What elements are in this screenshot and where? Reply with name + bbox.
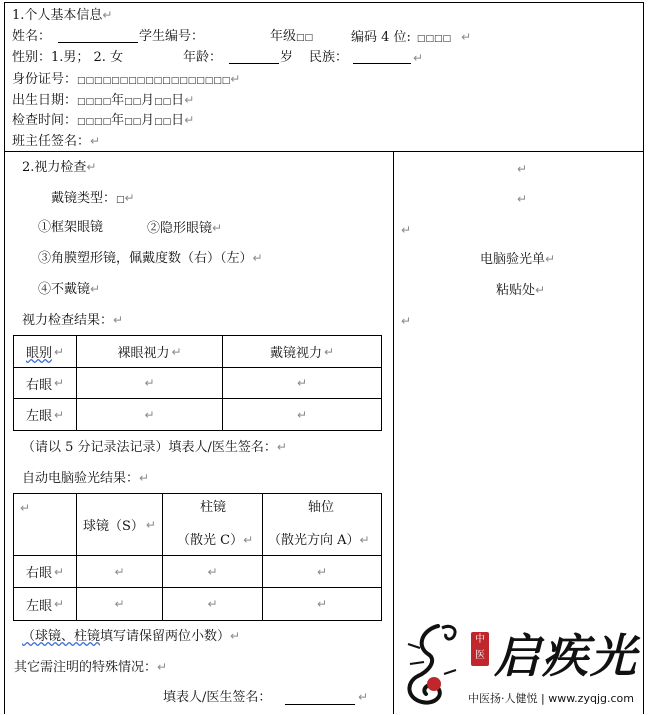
return-mark <box>413 51 423 65</box>
return-mark <box>113 313 123 327</box>
frame-top <box>4 2 644 3</box>
return-mark <box>517 162 527 176</box>
return-mark <box>277 440 287 454</box>
year-boxes[interactable] <box>77 97 111 107</box>
id-label: 身份证号： <box>12 72 78 87</box>
return-mark <box>230 72 240 86</box>
return-mark <box>86 160 96 174</box>
rt-header-axis-1: 轴位 <box>308 500 335 515</box>
paste-area-title <box>480 251 555 268</box>
lens-type-label: 戴镜类型： <box>51 191 117 206</box>
id-field[interactable] <box>12 71 240 89</box>
special-notes-label-text: 其它需注明的特殊情况： <box>14 660 158 675</box>
gender-label: 性别：1.男； 2. 女 <box>12 50 124 65</box>
right-return-1 <box>517 161 527 178</box>
vt-row-right-text: 右眼 <box>25 377 52 393</box>
rt-row-left-text: 左眼 <box>25 598 52 614</box>
return-mark <box>90 282 100 296</box>
right-return-4 <box>401 313 411 330</box>
rt-header-cyl-2 <box>177 532 253 549</box>
auto-refraction-label-text: 自动电脑验光结果： <box>22 471 140 486</box>
lens-option-frame: ①框架眼镜 <box>38 220 104 235</box>
lens-option-none-text: ④不戴镜 <box>38 282 91 297</box>
lens-type-box[interactable] <box>116 195 125 205</box>
vt-line <box>381 335 382 431</box>
section1-title <box>12 7 112 24</box>
rt-header-sphere <box>77 494 162 555</box>
rt-right-axis-input[interactable] <box>263 556 381 587</box>
rt-row-right-text: 右眼 <box>25 566 52 581</box>
vt-header-corrected <box>223 336 381 367</box>
student-id-label: 学生编号： <box>139 29 205 44</box>
age-unit: 岁 <box>280 50 294 65</box>
return-mark <box>102 8 112 22</box>
return-mark <box>20 501 30 515</box>
rt-header-axis-2-text: （散光方向 A） <box>268 533 360 548</box>
day-boxes[interactable] <box>154 117 171 127</box>
day-boxes[interactable] <box>154 97 171 107</box>
return-mark <box>212 221 222 235</box>
vt-header-naked <box>77 336 222 367</box>
vision-result-label <box>22 312 123 329</box>
rt-header-axis-2 <box>268 532 370 549</box>
lens-option-ortho-text: ③角膜塑形镜，佩戴度数（右）（左） <box>38 251 253 266</box>
rt-corner-mark <box>20 500 30 517</box>
rt-row-right-label <box>14 556 76 587</box>
return-mark <box>243 533 253 547</box>
month-boxes[interactable] <box>124 97 141 107</box>
rt-header-sphere-text: 球镜（S） <box>83 519 144 534</box>
vt-left-naked-input[interactable] <box>77 399 222 430</box>
section-divider <box>4 151 644 152</box>
return-mark <box>461 30 471 44</box>
right-return-2 <box>517 191 527 208</box>
section2-title-text: 2.视力检查 <box>22 160 87 175</box>
month-text: 月 <box>141 113 155 128</box>
note-decimals-part2: 填写请保留两位小数） <box>100 629 231 644</box>
return-mark <box>90 134 100 148</box>
ethnicity-label: 民族： <box>309 50 349 65</box>
rt-line <box>13 620 382 621</box>
return-mark <box>230 629 240 643</box>
vt-line <box>13 430 382 431</box>
rt-left-axis-input[interactable] <box>263 588 381 620</box>
vt-row-left-text: 左眼 <box>25 409 52 424</box>
rt-header-cyl-1: 柱镜 <box>200 500 227 515</box>
return-mark <box>139 471 149 485</box>
return-mark <box>535 283 545 297</box>
rt-row-left-label <box>14 588 76 620</box>
name-label: 姓名： <box>12 29 52 44</box>
return-mark <box>517 192 527 206</box>
return-mark <box>54 408 64 422</box>
day-text: 日 <box>171 93 185 108</box>
return-mark <box>144 376 154 390</box>
return-mark <box>171 345 181 359</box>
vision-result-label-text: 视力检查结果： <box>22 313 114 328</box>
return-mark <box>54 345 64 359</box>
vt-row-left-label <box>14 399 76 430</box>
return-mark <box>360 533 370 547</box>
logo-tagline: 中医扬·人健悦 | www.zyqjg.com <box>468 692 634 705</box>
return-mark <box>317 565 327 579</box>
vt-header-naked-text: 裸眼视力 <box>117 346 170 361</box>
return-mark <box>157 660 167 674</box>
day-text: 日 <box>171 113 185 128</box>
return-mark <box>297 408 307 422</box>
exam-time-field[interactable] <box>12 112 194 130</box>
return-mark <box>184 93 194 107</box>
logo-name: 启疾光 <box>494 629 638 683</box>
code-field[interactable] <box>351 29 471 47</box>
grade-field[interactable] <box>270 29 313 46</box>
note-5-point <box>22 439 287 456</box>
code-label: 编码 4 位: <box>351 30 411 45</box>
birth-field[interactable] <box>12 92 194 110</box>
frame-right <box>643 2 644 714</box>
return-mark <box>125 191 135 205</box>
year-boxes[interactable] <box>77 117 111 127</box>
section2-title <box>22 159 96 176</box>
auto-refraction-label <box>22 470 149 487</box>
return-mark <box>146 518 156 532</box>
return-mark <box>114 565 124 579</box>
return-mark <box>207 597 217 611</box>
lens-option-none <box>38 281 100 298</box>
month-boxes[interactable] <box>124 117 141 127</box>
age-input[interactable] <box>229 63 279 64</box>
return-mark <box>253 251 263 265</box>
vt-right-corrected-input[interactable] <box>223 368 381 398</box>
lens-option-contact <box>147 220 222 237</box>
return-mark <box>114 597 124 611</box>
note-decimals-part1: （球镜、柱镜 <box>22 629 101 644</box>
special-notes-label <box>14 659 167 676</box>
return-mark <box>317 597 327 611</box>
return-mark <box>54 376 64 390</box>
seal-stamp: 中医 <box>471 632 489 666</box>
return-mark <box>54 597 64 611</box>
return-mark <box>324 345 334 359</box>
return-mark <box>401 314 411 328</box>
dragon-icon <box>398 618 468 706</box>
year-text: 年 <box>111 93 125 108</box>
rt-line <box>381 493 382 621</box>
age-label: 年龄： <box>183 50 223 65</box>
paste-area-subtitle <box>496 282 545 299</box>
name-input[interactable] <box>58 42 138 43</box>
return-mark <box>144 408 154 422</box>
vt-left-corrected-input[interactable] <box>223 399 381 430</box>
exam-time-label: 检查时间： <box>12 113 78 128</box>
column-divider <box>393 151 394 714</box>
doctor-sign-return <box>358 689 368 706</box>
rt-header-cyl-2-text: （散光 C） <box>177 533 244 548</box>
lens-option-ortho <box>38 250 263 267</box>
ethnicity-return <box>413 50 423 67</box>
doctor-sign-label: 填表人/医生签名： <box>163 690 272 705</box>
rt-right-sphere-input[interactable] <box>77 556 162 587</box>
vt-header-eye-text: 眼别 <box>25 346 52 361</box>
return-mark <box>54 565 64 579</box>
rt-left-cyl-input[interactable] <box>163 588 262 620</box>
note-decimals <box>22 628 240 645</box>
birth-label: 出生日期： <box>12 93 78 108</box>
ethnicity-input[interactable] <box>353 63 411 64</box>
year-text: 年 <box>111 113 125 128</box>
return-mark <box>184 113 194 127</box>
return-mark <box>401 223 411 237</box>
grade-boxes[interactable] <box>296 33 313 43</box>
return-mark <box>545 252 555 266</box>
teacher-sign-field[interactable] <box>12 133 100 150</box>
lens-option-contact-text: ②隐形眼镜 <box>147 221 213 236</box>
lens-type-field[interactable] <box>51 190 135 208</box>
doctor-sign-input[interactable] <box>285 704 355 705</box>
id-boxes[interactable] <box>77 76 230 86</box>
rt-line <box>13 493 382 494</box>
month-text: 月 <box>141 93 155 108</box>
vt-row-right-label <box>14 368 76 398</box>
code-boxes[interactable] <box>417 34 451 44</box>
return-mark <box>207 565 217 579</box>
vt-right-naked-input[interactable] <box>77 368 222 398</box>
vt-header-eye <box>14 336 76 367</box>
right-return-3 <box>401 222 411 239</box>
paste-area-subtitle-text: 粘贴处 <box>496 283 536 298</box>
section1-title-text: 1.个人基本信息 <box>12 8 103 23</box>
grade-label: 年级 <box>270 29 297 44</box>
frame-left <box>4 2 5 714</box>
watermark-logo <box>398 618 642 710</box>
vt-header-corrected-text: 戴镜视力 <box>269 346 322 361</box>
rt-left-sphere-input[interactable] <box>77 588 162 620</box>
return-mark <box>358 690 368 704</box>
teacher-sign-label: 班主任签名： <box>12 134 91 149</box>
return-mark <box>297 376 307 390</box>
paste-area-title-text: 电脑验光单 <box>480 252 546 267</box>
note-5-point-text: （请以 5 分记录法记录）填表人/医生签名： <box>22 440 277 455</box>
rt-right-cyl-input[interactable] <box>163 556 262 587</box>
